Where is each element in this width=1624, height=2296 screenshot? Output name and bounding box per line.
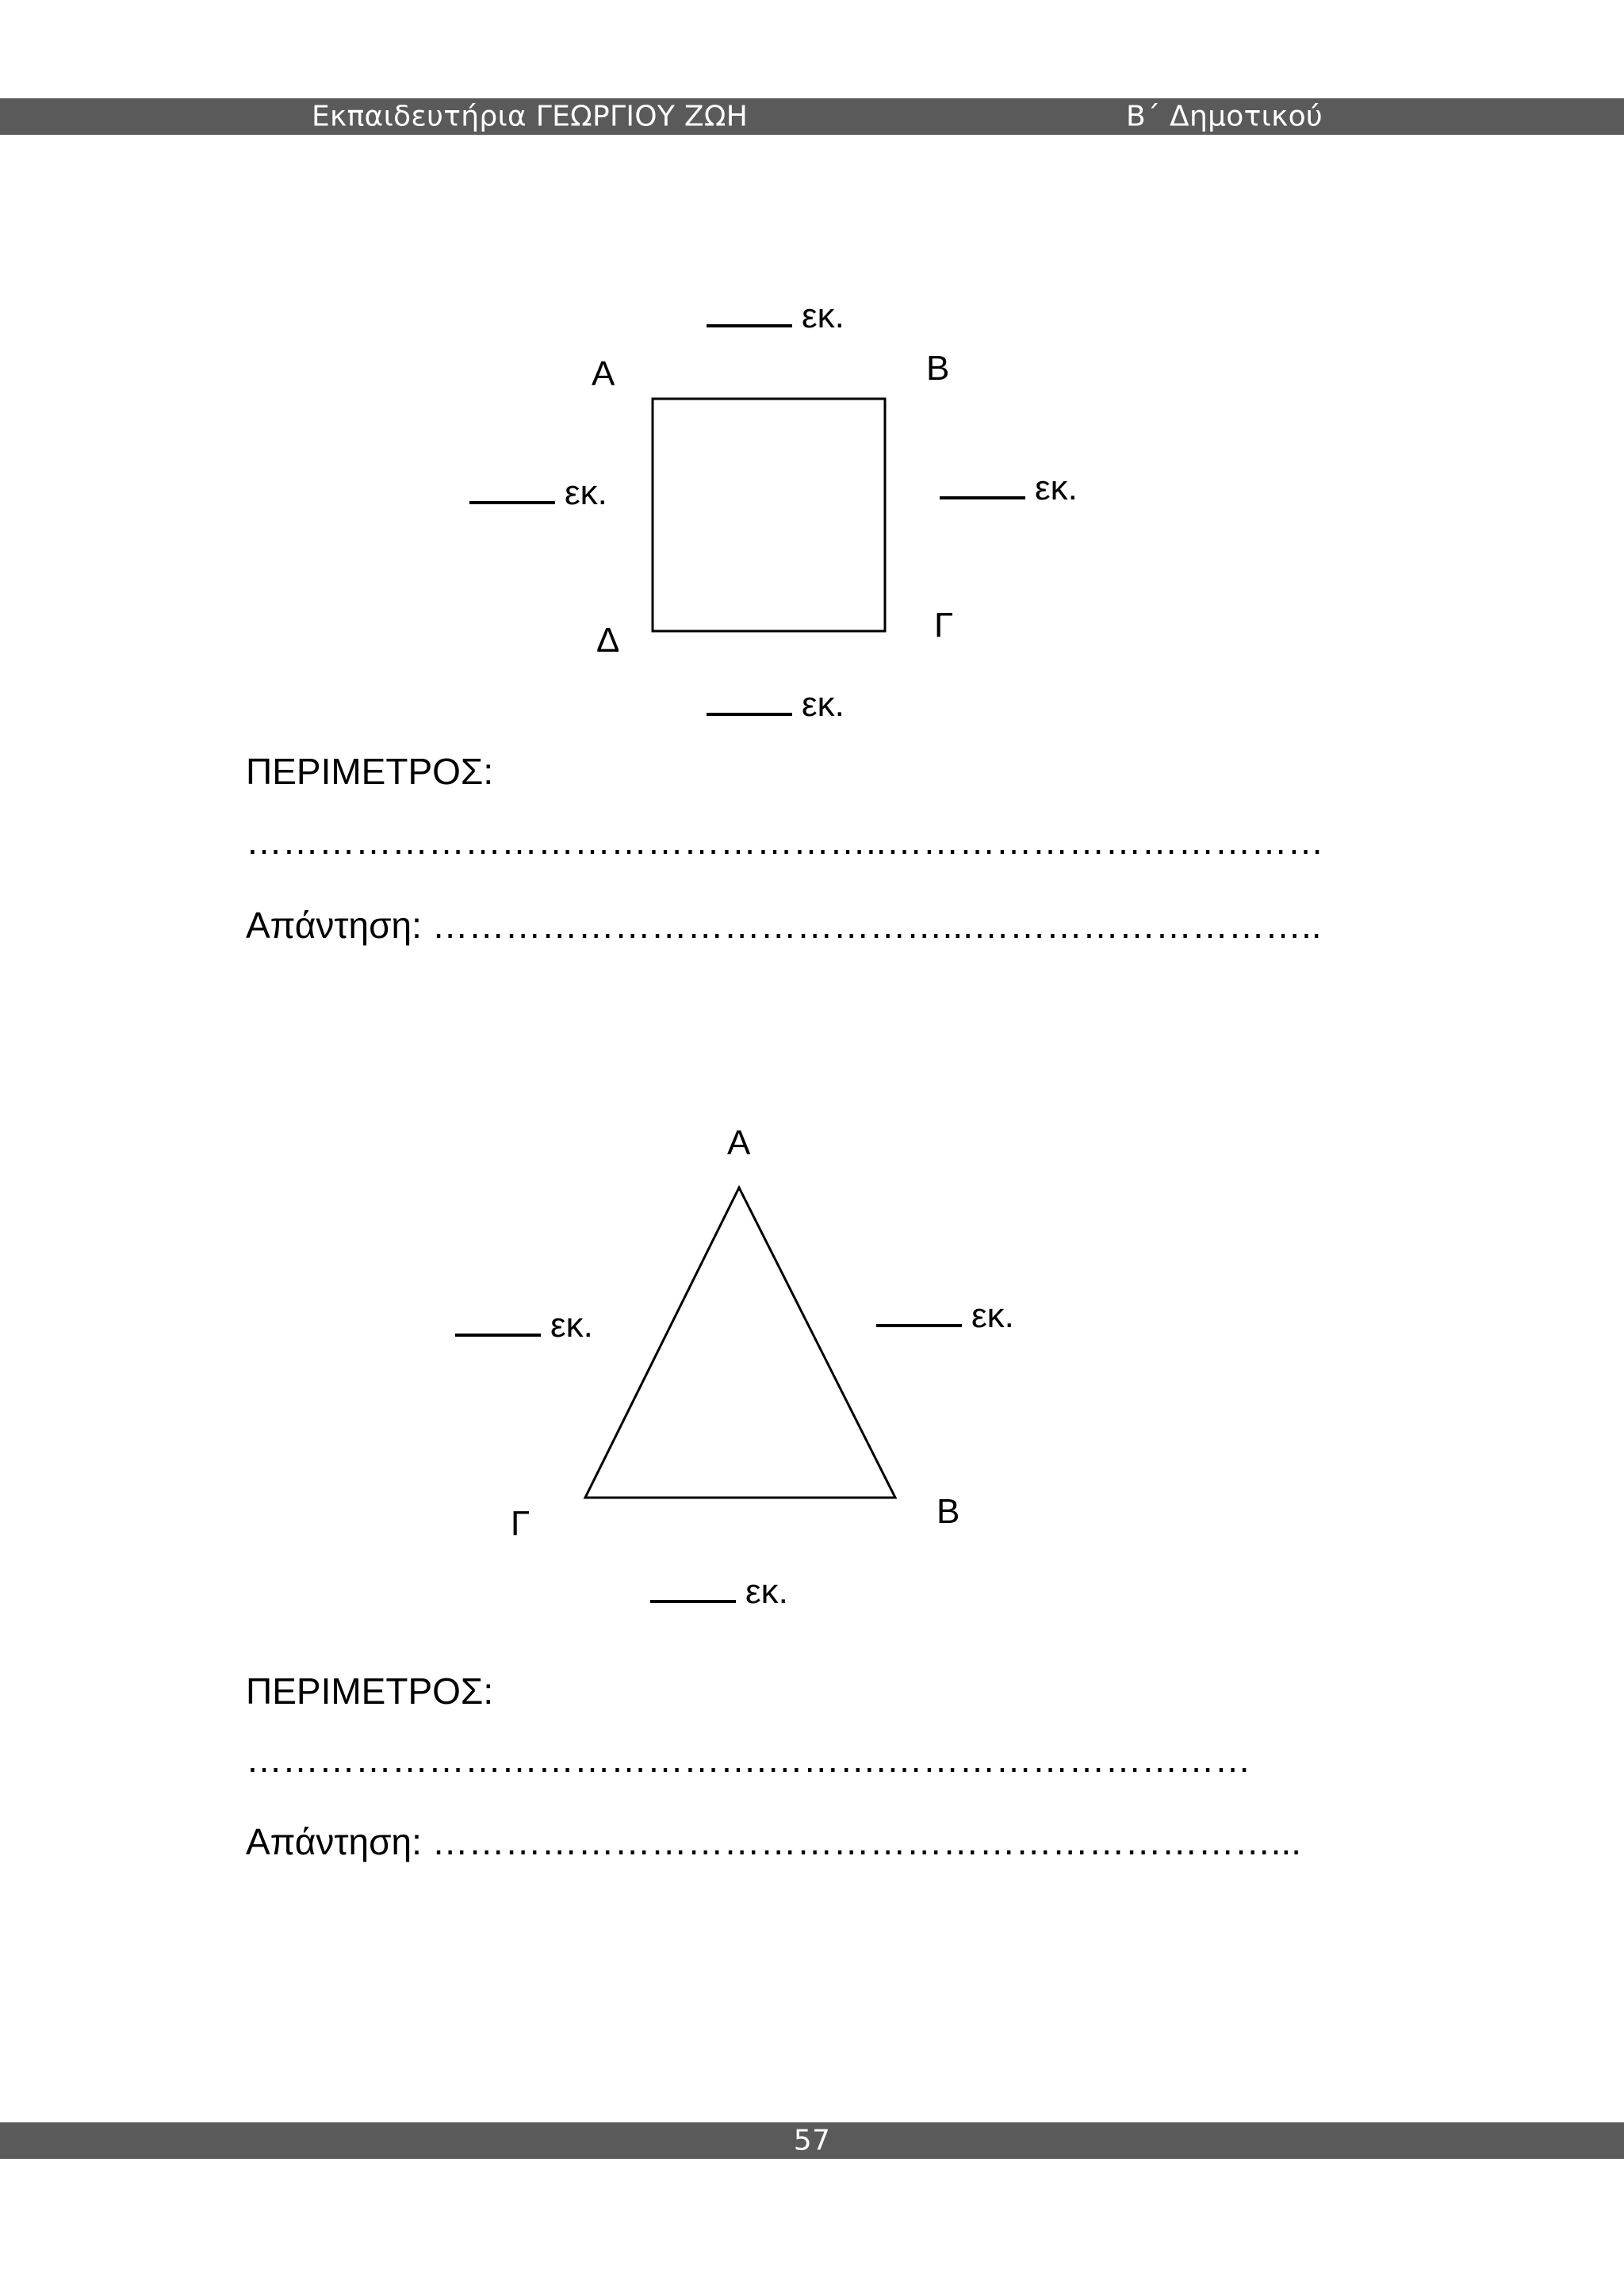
grade-label: Β΄ Δημοτικού [1126, 100, 1323, 133]
unit-label: εκ. [802, 297, 845, 335]
page-number: 57 [793, 2124, 831, 2157]
square-right-side-blank[interactable] [940, 471, 1078, 506]
square-top-side-blank[interactable] [707, 299, 845, 334]
answer-blank-line[interactable] [940, 496, 1025, 499]
perimeter-answer-line[interactable]: ……………………………………………..……………………………… [246, 823, 1324, 859]
square-left-side-blank[interactable] [469, 473, 607, 512]
unit-label: εκ. [1035, 469, 1078, 507]
triangle-vertex-g: Γ [511, 1504, 530, 1543]
square-shape [653, 399, 885, 631]
page-footer [0, 2122, 1624, 2159]
perimeter-answer-line[interactable]: …………………………………….……….………………………… [246, 1741, 1251, 1777]
square-vertex-a: Α [592, 354, 615, 393]
answer-blank-line[interactable] [876, 1323, 962, 1327]
answer-blank-line[interactable] [469, 500, 555, 504]
square-vertex-d: Δ [596, 621, 620, 660]
triangle-left-side-blank[interactable] [455, 1308, 593, 1343]
triangle-bottom-side-blank[interactable] [650, 1572, 788, 1611]
triangle-vertex-a: Α [727, 1123, 751, 1162]
answer-line[interactable]: Απάντηση: ……………………………………………………………... [246, 1821, 1301, 1862]
unit-label: εκ. [802, 685, 845, 724]
perimeter-label: ΠΕΡΙΜΕΤΡΟΣ: [246, 1670, 494, 1712]
triangle-shape [585, 1188, 895, 1498]
answer-blank-line[interactable] [455, 1333, 541, 1337]
perimeter-label: ΠΕΡΙΜΕΤΡΟΣ: [246, 751, 494, 792]
unit-label: εκ. [550, 1306, 593, 1345]
triangle-right-side-blank[interactable] [876, 1296, 1014, 1335]
answer-line[interactable]: Απάντηση: ……………………………………...……………………….. [246, 905, 1322, 946]
answer-blank-line[interactable] [650, 1599, 736, 1603]
unit-label: εκ. [565, 473, 607, 512]
school-name: Εκπαιδευτήρια ΓΕΩΡΓΙΟΥ ΖΩΗ [312, 100, 749, 133]
answer-blank-line[interactable] [707, 323, 792, 327]
square-vertex-g: Γ [934, 606, 954, 645]
triangle-vertex-b: Β [936, 1492, 960, 1531]
square-bottom-side-blank[interactable] [707, 687, 845, 722]
answer-blank-line[interactable] [707, 712, 792, 716]
square-vertex-b: Β [926, 349, 950, 388]
unit-label: εκ. [971, 1296, 1014, 1335]
unit-label: εκ. [745, 1572, 788, 1611]
